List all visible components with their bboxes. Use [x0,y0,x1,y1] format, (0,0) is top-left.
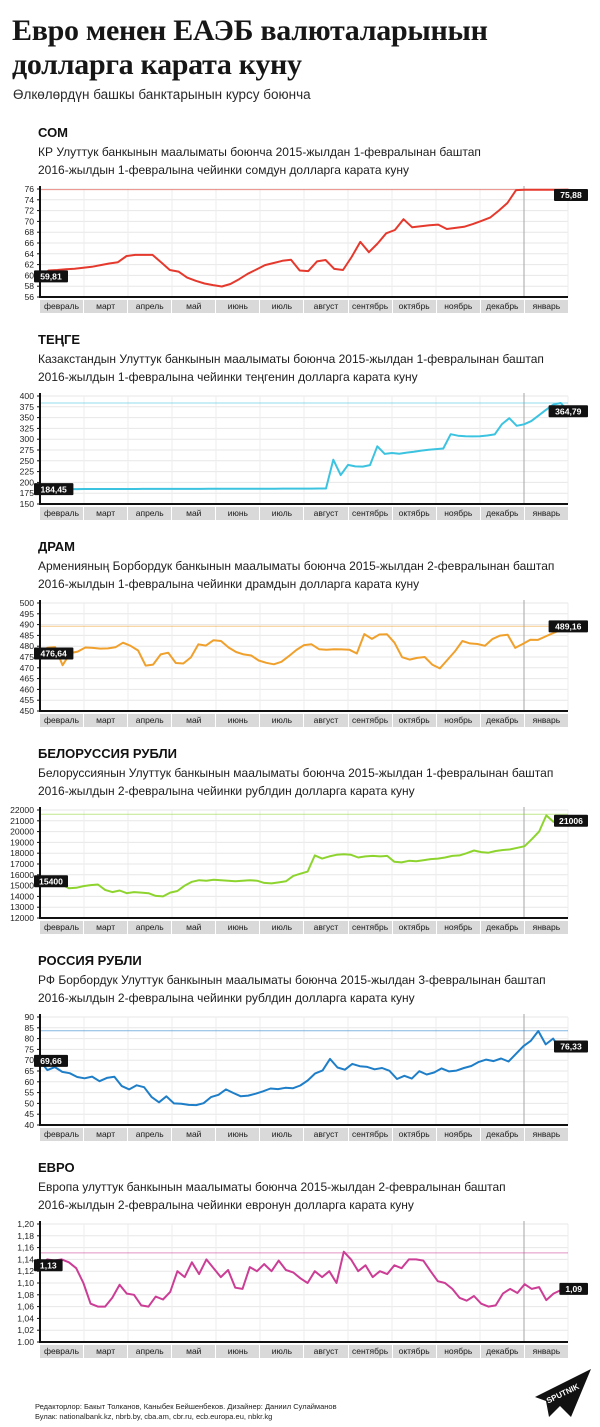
euro-ytick: 1,10 [17,1277,34,1288]
byn-ytick: 19000 [10,837,34,848]
month-label-ноябрь: ноябрь [437,714,480,727]
rub-ytick: 65 [24,1065,34,1076]
dram-ytick: 475 [19,651,34,662]
month-label-ноябрь: ноябрь [437,507,480,520]
som-ytick: 58 [24,280,34,291]
month-label-март: март [84,1128,127,1141]
euro-ytick: 1,20 [17,1218,34,1229]
month-label-январь: январь [525,507,568,520]
chart-subtitle-rub-line1: РФ Борбордук Улуттук банкынын маалыматы боюнча 2015-жылдан 3-февралынан баштап [38,972,546,987]
rub-line-chart [0,1012,600,1128]
euro-month-axis [40,1345,568,1358]
month-label-декабрь: декабрь [481,1345,524,1358]
byn-end-value-label [554,814,588,826]
month-label-май: май [172,1345,215,1358]
byn-ytick: 12000 [10,912,34,921]
month-label-июнь: июнь [216,714,259,727]
month-label-апрель: апрель [128,921,171,934]
rub-ytick: 45 [24,1108,34,1119]
som-plot [0,184,600,300]
chart-block-dram [0,539,600,727]
tenge-ytick: 175 [19,487,34,498]
euro-ytick: 1,12 [17,1265,34,1276]
tenge-ytick: 225 [19,466,34,477]
chart-subtitle-rub-line2: 2016-жылдын 2-февралына чейинки рублдин долларга карата куну [38,990,415,1005]
month-label-март: март [84,507,127,520]
byn-start-value-label [34,875,68,887]
month-label-июнь: июнь [216,921,259,934]
som-ytick: 72 [24,205,34,216]
tenge-ytick: 400 [19,390,34,401]
month-label-февраль: февраль [40,1345,83,1358]
month-label-июль: июль [260,507,303,520]
month-label-март: март [84,1345,127,1358]
month-label-январь: январь [525,1345,568,1358]
dram-ytick: 460 [19,684,34,695]
month-label-сентябрь: сентябрь [349,714,392,727]
month-label-январь: январь [525,300,568,313]
month-label-август: август [304,507,347,520]
svg-text:1,09: 1,09 [565,1283,583,1294]
month-label-декабрь: декабрь [481,921,524,934]
chart-title-euro: ЕВРО [38,1159,75,1175]
month-label-ноябрь: ноябрь [437,1345,480,1358]
month-label-июль: июль [260,1128,303,1141]
month-label-июль: июль [260,921,303,934]
rub-ytick: 60 [24,1076,34,1087]
tenge-start-value-label [34,483,73,495]
som-ytick: 64 [24,248,34,259]
svg-text:1,13: 1,13 [39,1260,57,1271]
month-label-октябрь: октябрь [393,921,436,934]
infographic-footer [0,1358,600,1427]
month-label-март: март [84,921,127,934]
chart-subtitle-som-line2: 2016-жылдын 1-февралына чейинки сомдун долларга карата куну [38,162,409,177]
month-label-январь: январь [525,921,568,934]
month-label-август: август [304,714,347,727]
byn-ytick: 18000 [10,847,34,858]
som-ytick: 66 [24,237,34,248]
svg-text:21006: 21006 [559,815,583,826]
som-ytick: 70 [24,216,34,227]
euro-end-value-label [559,1283,588,1295]
sputnik-logo [534,1368,592,1423]
tenge-ytick: 150 [19,498,34,507]
som-ytick: 56 [24,291,34,300]
dram-start-value-label [34,647,73,659]
som-start-value-label [34,270,68,282]
rub-ytick: 80 [24,1033,34,1044]
byn-month-axis [40,921,568,934]
dram-end-value-label [549,620,588,632]
byn-ytick: 15000 [10,880,34,891]
page-title-line1: Евро менен ЕАЭБ валюталарынын [12,14,488,47]
euro-ytick: 1,08 [17,1289,34,1300]
month-label-октябрь: октябрь [393,507,436,520]
dram-ytick: 495 [19,608,34,619]
month-label-декабрь: декабрь [481,714,524,727]
month-label-апрель: апрель [128,507,171,520]
tenge-ytick: 325 [19,423,34,434]
chart-subtitle-tenge-line1: Казакстандын Улуттук банкынын маалыматы боюнча 2015-жылдан 1-февралынан баштап [38,351,544,366]
chart-block-euro [0,1160,600,1358]
som-line-chart [0,184,600,300]
month-label-сентябрь: сентябрь [349,921,392,934]
svg-text:75,88: 75,88 [560,189,582,200]
tenge-ytick: 275 [19,444,34,455]
byn-ytick: 17000 [10,858,34,869]
rub-ytick: 75 [24,1044,34,1055]
rub-month-axis [40,1128,568,1141]
euro-ytick: 1,18 [17,1230,34,1241]
euro-ytick: 1,06 [17,1301,34,1312]
dram-ytick: 465 [19,673,34,684]
month-label-февраль: февраль [40,1128,83,1141]
chart-subtitle-byn-line2: 2016-жылдын 2-февралына чейинки рублдин долларга карата куну [38,783,415,798]
month-label-ноябрь: ноябрь [437,300,480,313]
byn-ytick: 14000 [10,891,34,902]
month-label-декабрь: декабрь [481,507,524,520]
dram-ytick: 500 [19,597,34,608]
som-end-value-label [554,189,588,201]
tenge-plot [0,391,600,507]
chart-subtitle-dram-line2: 2016-жылдын 1-февралына чейинки драмдын долларга карата куну [38,576,420,591]
month-label-июль: июль [260,1345,303,1358]
tenge-ytick: 350 [19,412,34,423]
rub-ytick: 70 [24,1054,34,1065]
month-label-апрель: апрель [128,300,171,313]
chart-subtitle-euro-line1: Европа улуттук банкынын маалыматы боюнча 2015-жылдан 2-февралынан баштап [38,1179,506,1194]
chart-title-byn: БЕЛОРУССИЯ РУБЛИ [38,745,177,761]
footer-credits [35,1402,337,1423]
byn-plot [0,805,600,921]
euro-plot [0,1219,600,1345]
chart-block-rub [0,953,600,1141]
month-label-октябрь: октябрь [393,300,436,313]
rub-ytick: 40 [24,1119,34,1128]
rub-ytick: 55 [24,1087,34,1098]
svg-text:184,45: 184,45 [40,484,67,495]
month-label-май: май [172,300,215,313]
byn-line-chart [0,805,600,921]
tenge-line-chart [0,391,600,507]
month-label-ноябрь: ноябрь [437,1128,480,1141]
chart-subtitle-euro-line2: 2016-жылдын 2-февралына чейинки евронун долларга карата куну [38,1197,414,1212]
dram-ytick: 455 [19,694,34,705]
chart-title-tenge: ТЕҢГЕ [38,331,81,347]
page-title-line2: долларга карата куну [12,47,302,81]
som-ytick: 62 [24,259,34,270]
rub-start-value-label [34,1055,68,1067]
svg-text:476,64: 476,64 [40,648,67,659]
month-label-февраль: февраль [40,507,83,520]
month-label-октябрь: октябрь [393,1345,436,1358]
rub-end-value-label [554,1040,588,1052]
euro-ytick: 1,14 [17,1254,34,1265]
rub-ytick: 50 [24,1098,34,1109]
chart-block-som [0,125,600,313]
som-month-axis [40,300,568,313]
svg-text:76,33: 76,33 [560,1041,582,1052]
sputnik-logo-icon [534,1368,592,1418]
month-label-декабрь: декабрь [481,1128,524,1141]
byn-ytick: 22000 [10,804,34,815]
month-label-январь: январь [525,1128,568,1141]
dram-ytick: 480 [19,640,34,651]
footer-sources-line: Булак: nationalbank.kz, nbrb.by, cba.am, cbr.ru, ecb.europa.eu, nbkr.kg [35,1412,273,1422]
rub-ytick: 90 [24,1011,34,1022]
som-ytick: 74 [24,194,34,205]
tenge-ytick: 200 [19,477,34,488]
byn-ytick: 16000 [10,869,34,880]
month-label-апрель: апрель [128,714,171,727]
chart-subtitle-tenge-line2: 2016-жылдын 1-февралына чейинки теңгенин долларга карата куну [38,369,418,384]
footer-editors-line: Редакторлор: Бакыт Толканов, Каныбек Бейшенбеков. Дизайнер: Даниил Сулайманов [35,1401,337,1411]
month-label-январь: январь [525,714,568,727]
rub-plot [0,1012,600,1128]
month-label-май: май [172,921,215,934]
month-label-июнь: июнь [216,507,259,520]
dram-ytick: 450 [19,705,34,714]
month-label-апрель: апрель [128,1345,171,1358]
page-subtitle: Өлкөлөрдүн башкы банктарынын курсу боюнча [13,86,311,102]
month-label-июнь: июнь [216,300,259,313]
month-label-июнь: июнь [216,1345,259,1358]
month-label-июль: июль [260,714,303,727]
som-ytick: 60 [24,270,34,281]
page-title [12,14,588,82]
month-label-февраль: февраль [40,300,83,313]
som-ytick: 76 [24,183,34,194]
month-label-сентябрь: сентябрь [349,507,392,520]
svg-text:364,79: 364,79 [555,406,582,417]
month-label-март: март [84,300,127,313]
svg-text:59,81: 59,81 [40,271,62,282]
chart-subtitle-byn-line1: Белоруссиянын Улуттук банкынын маалыматы боюнча 2015-жылдан 1-февралынан баштап [38,765,554,780]
month-label-март: март [84,714,127,727]
byn-ytick: 21000 [10,815,34,826]
month-label-декабрь: декабрь [481,300,524,313]
dram-plot [0,598,600,714]
tenge-ytick: 375 [19,401,34,412]
month-label-февраль: февраль [40,921,83,934]
euro-ytick: 1,04 [17,1313,34,1324]
chart-block-tenge [0,332,600,520]
chart-title-som: СОМ [38,124,69,140]
euro-ytick: 1,16 [17,1242,34,1253]
svg-text:15400: 15400 [39,876,63,887]
euro-ytick: 1,02 [17,1324,34,1335]
chart-block-byn [0,746,600,934]
month-label-май: май [172,714,215,727]
euro-ytick: 1,00 [17,1336,34,1345]
month-label-август: август [304,1345,347,1358]
tenge-end-value-label [549,405,588,417]
month-label-июнь: июнь [216,1128,259,1141]
month-label-октябрь: октябрь [393,714,436,727]
month-label-февраль: февраль [40,714,83,727]
svg-text:489,16: 489,16 [555,621,582,632]
tenge-ytick: 250 [19,455,34,466]
byn-ytick: 13000 [10,901,34,912]
month-label-май: май [172,507,215,520]
som-ytick: 68 [24,226,34,237]
month-label-август: август [304,1128,347,1141]
chart-title-rub: РОССИЯ РУБЛИ [38,952,142,968]
rub-ytick: 85 [24,1022,34,1033]
month-label-июль: июль [260,300,303,313]
month-label-сентябрь: сентябрь [349,300,392,313]
month-label-август: август [304,300,347,313]
dram-line-chart [0,598,600,714]
month-label-апрель: апрель [128,1128,171,1141]
sputnik-logo-text: SPUTNIK [545,1381,581,1406]
month-label-октябрь: октябрь [393,1128,436,1141]
month-label-август: август [304,921,347,934]
euro-start-value-label [34,1259,63,1271]
month-label-ноябрь: ноябрь [437,921,480,934]
chart-title-dram: ДРАМ [38,538,76,554]
svg-text:69,66: 69,66 [40,1055,62,1066]
dram-ytick: 485 [19,630,34,641]
dram-month-axis [40,714,568,727]
euro-line-chart [0,1219,600,1345]
dram-ytick: 490 [19,619,34,630]
chart-subtitle-dram-line1: Арменияның Борбордук банкынын маалыматы боюнча 2015-жылдан 2-февралынан баштап [38,558,555,573]
tenge-ytick: 300 [19,433,34,444]
dram-ytick: 470 [19,662,34,673]
month-label-май: май [172,1128,215,1141]
tenge-month-axis [40,507,568,520]
chart-subtitle-som-line1: КР Улуттук банкынын маалыматы боюнча 2015-жылдан 1-февралынан баштап [38,144,481,159]
infographic-header [0,0,600,106]
month-label-сентябрь: сентябрь [349,1128,392,1141]
month-label-сентябрь: сентябрь [349,1345,392,1358]
byn-ytick: 20000 [10,826,34,837]
